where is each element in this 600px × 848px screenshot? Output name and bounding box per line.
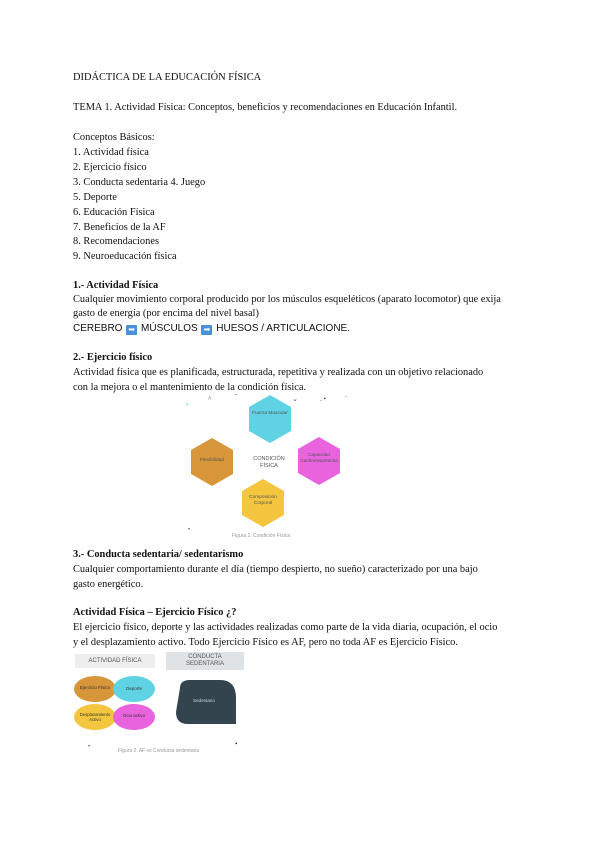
tema-title: TEMA 1. Actividad Física: Conceptos, beneficios y recomendaciones en Educación Infantil. [73, 102, 458, 113]
svg-text:^: ^ [208, 395, 212, 403]
arrow-right-icon: ➡ [126, 325, 137, 335]
bullet-dot: • [88, 744, 91, 750]
list-item: 8. Recomendaciones [73, 236, 159, 247]
section-1-heading: 1.- Actividad Física [73, 280, 159, 291]
flow-cerebro: CEREBRO [73, 323, 123, 334]
hex-composicion-label: Composición Corporal [249, 495, 277, 506]
figure-2-caption: Figura 2. AF vs Conducta sedentaria [118, 748, 200, 754]
list-item: 7. Beneficios de la AF [73, 222, 166, 233]
section-1-flow [73, 321, 350, 336]
svg-text:ˇ: ˇ [235, 393, 238, 401]
section-1-text: gasto de energía (por encima del nivel basal) [73, 308, 259, 319]
section-3-text: Cualquier comportamiento durante el día (tiempo despierto, no sueño) caracterizado por una bajo [73, 564, 478, 575]
section-3-heading: 3.- Conducta sedentaria/ sedentarismo [73, 549, 244, 560]
conceptos-header: Conceptos Básicos: [73, 132, 155, 143]
list-item: 1. Actividad física [73, 147, 149, 158]
section-2-text: con la mejora o el mantenimiento de la condición física. [73, 382, 307, 393]
hex-cardio-label: Capacidad Cardiorrespiratoria [300, 452, 338, 463]
arrow-right-icon: ➡ [201, 325, 212, 335]
hex-flexibilidad-label: Flexibilidad [200, 458, 224, 463]
svg-text:•: • [186, 401, 189, 409]
circle-ejercicio-label: Ejercicio Físico [79, 685, 111, 690]
circle-deporte-label: Deporte [125, 686, 142, 691]
label-conducta-sedentaria: CONDUCTA SEDENTARIA [166, 652, 244, 670]
section-4-heading: Actividad Física – Ejercicio Físico ¿? [73, 607, 237, 618]
section-3-text: gasto energético. [73, 579, 144, 590]
flow-musculos: MÚSCULOS [141, 323, 198, 334]
svg-text:•: • [235, 740, 238, 748]
list-item: 9. Neuroeducación física [73, 251, 177, 262]
section-4-text: y el desplazamiento activo. Todo Ejercicio Físico es AF, pero no toda AF es Ejercicio Físico. [73, 637, 458, 648]
svg-text:⌄: ⌄ [292, 395, 298, 403]
sedentario-label: Sedentario [193, 698, 215, 703]
list-item: 6. Educación Física [73, 207, 155, 218]
hex-center-label: CONDICIÓN FÍSICA [253, 456, 285, 469]
list-item: 2. Ejercicio físico [73, 162, 147, 173]
svg-text:. •: . • [320, 395, 326, 403]
list-item: 5. Deporte [73, 192, 117, 203]
hex-fuerza [249, 395, 291, 443]
figure-1-caption: Figura 1. Condición Física [232, 533, 291, 539]
circle-ocio-label: Ocio activo [122, 713, 146, 718]
section-1-text: Cualquier movimiento corporal producido por los músculos esqueléticos (aparato locomotor) que exija [73, 294, 501, 305]
bullet-dot: • [188, 527, 191, 533]
circle-desplazamiento-label: Desplazamiento Activo [79, 712, 111, 722]
section-2-text: Actividad física que es planificada, estructurada, repetitiva y realizada con un objetivo relacionado [73, 367, 484, 378]
section-4-text: El ejercicio físico, deporte y las actividades realizadas como parte de la vida diaria, ocupación, el ocio [73, 622, 498, 633]
document-title: DIDÁCTICA DE LA EDUCACIÓN FÍSICA [73, 72, 262, 83]
section-2-heading: 2.- Ejercicio físico [73, 352, 153, 363]
list-item: 3. Conducta sedentaria 4. Juego [73, 177, 206, 188]
flow-huesos: HUESOS / ARTICULACIONE. [216, 323, 351, 334]
hex-fuerza-label: Fuerza Muscular [252, 411, 288, 416]
svg-text:`: ` [345, 395, 348, 403]
label-actividad-fisica: ACTIVIDAD FÍSICA [75, 654, 155, 668]
